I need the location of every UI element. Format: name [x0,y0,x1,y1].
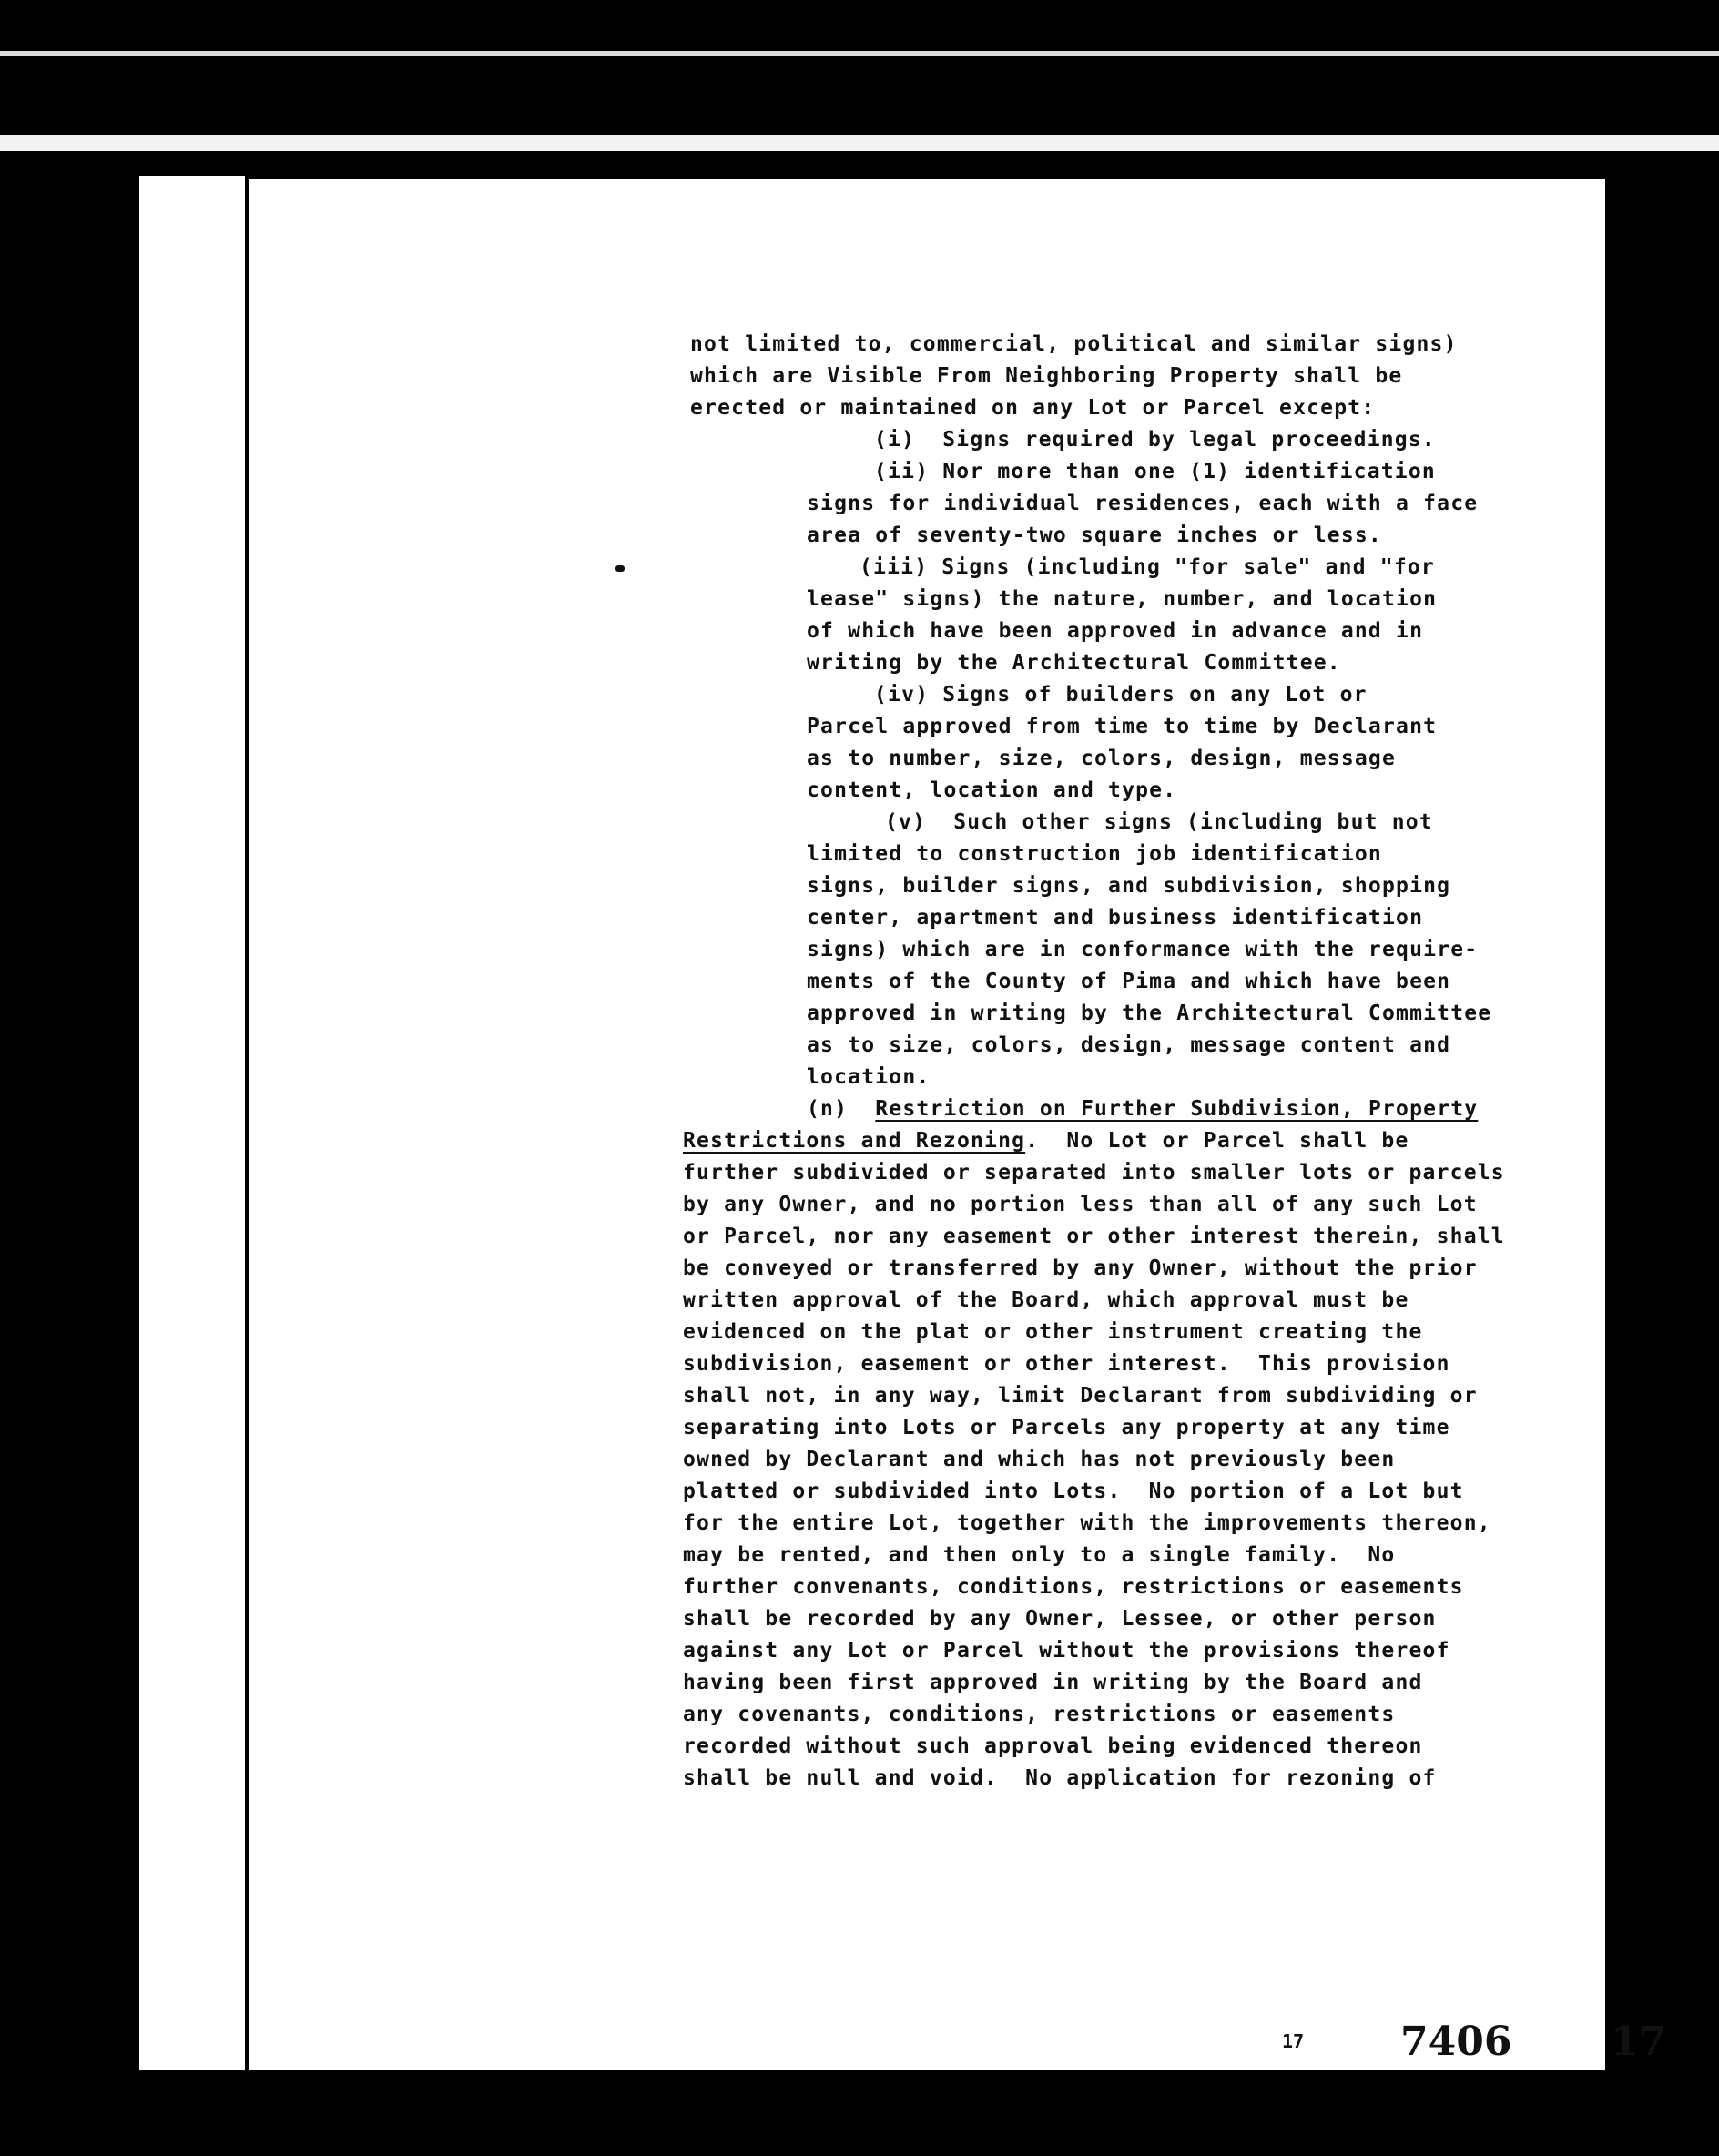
document-page [249,179,1667,2070]
list-item-i: (i) Signs required by legal proceedings. [874,428,1436,452]
section-n-title: Restriction on Further Subdivision, Property [875,1097,1479,1121]
scan-artifact-band [0,135,1719,151]
paragraph-line: separating into Lots or Parcels any property at any time [683,1416,1450,1439]
paragraph-line: by any Owner, and no portion less than all of any such Lot [683,1193,1478,1216]
text-line: limited to construction job identification [807,842,1382,866]
text-line: approved in writing by the Architectural Committee [807,1002,1492,1025]
text-line: as to size, colors, design, message content and [807,1033,1451,1057]
paragraph-line: shall be recorded by any Owner, Lessee, or other person [683,1607,1437,1631]
text-line: lease" signs) the nature, number, and location [807,587,1438,611]
section-n-heading-tail: . No Lot or Parcel shall be [1025,1129,1409,1153]
paragraph-line: shall be null and void. No application for rezoning of [683,1766,1437,1790]
paragraph-line: further convenants, conditions, restrictions or easements [683,1575,1464,1599]
paragraph-line: further subdivided or separated into smaller lots or parcels [683,1161,1505,1185]
paragraph-line: evidenced on the plat or other instrument creating the [683,1320,1423,1344]
text-line: not limited to, commercial, political and similar signs) [690,332,1458,356]
paragraph-line: against any Lot or Parcel without the provisions thereof [683,1639,1450,1663]
list-item-iv: (iv) Signs of builders on any Lot or [874,683,1368,707]
paragraph-line: subdivision, easement or other interest. This provision [683,1352,1450,1376]
paragraph-line: may be rented, and then only to a single family. No [683,1543,1396,1567]
left-margin-strip [139,176,245,2070]
paragraph-line: be conveyed or transferred by any Owner, without the prior [683,1256,1478,1280]
text-line: erected or maintained on any Lot or Parcel except: [690,396,1376,420]
text-line: of which have been approved in advance and in [807,619,1424,643]
list-item-ii: (ii) Nor more than one (1) identification [874,460,1436,483]
text-line: writing by the Architectural Committee. [807,651,1341,675]
paragraph-line: having been first approved in writing by the Board and [683,1671,1423,1694]
text-line: which are Visible From Neighboring Property shall be [690,364,1403,388]
section-n-label: (n) [807,1097,849,1121]
text-line: signs, builder signs, and subdivision, shopping [807,874,1451,898]
text-line: content, location and type. [807,778,1177,802]
section-n-heading [807,1095,1478,1123]
text-line: signs for individual residences, each with a face [807,492,1479,515]
paragraph-line: any covenants, conditions, restrictions or easements [683,1703,1396,1726]
page-number: 17 [1611,2019,1667,2065]
paragraph-line: platted or subdivided into Lots. No portion of a Lot but [683,1480,1464,1503]
text-line: as to number, size, colors, design, message [807,747,1397,770]
section-n-heading-cont [683,1127,1409,1154]
text-line: signs) which are in conformance with the require- [807,938,1479,961]
section-n-title-cont: Restrictions and Rezoning [683,1129,1026,1153]
text-line: center, apartment and business identification [807,906,1424,930]
paragraph-line: recorded without such approval being evidenced thereon [683,1734,1423,1758]
paragraph-line: shall not, in any way, limit Declarant from subdividing or [683,1384,1478,1408]
document-number: 7406 [1400,2019,1512,2065]
paragraph-line: for the entire Lot, together with the improvements thereon, [683,1511,1491,1535]
paragraph-line: written approval of the Board, which approval must be [683,1288,1409,1312]
text-line: area of seventy-two square inches or less. [807,524,1382,547]
list-item-v: (v) Such other signs (including but not [885,810,1433,834]
paragraph-line: or Parcel, nor any easement or other interest therein, shall [683,1225,1505,1248]
text-line: Parcel approved from time to time by Declarant [807,715,1438,738]
scan-artifact-line [0,51,1719,56]
scan-speck [615,565,625,572]
page-number-small: 17 [1282,2030,1305,2052]
list-item-iii: (iii) Signs (including "for sale" and "for [860,555,1435,579]
paragraph-line: owned by Declarant and which has not previously been [683,1448,1396,1471]
text-line: location. [807,1065,931,1089]
text-line: ments of the County of Pima and which have been [807,970,1451,993]
